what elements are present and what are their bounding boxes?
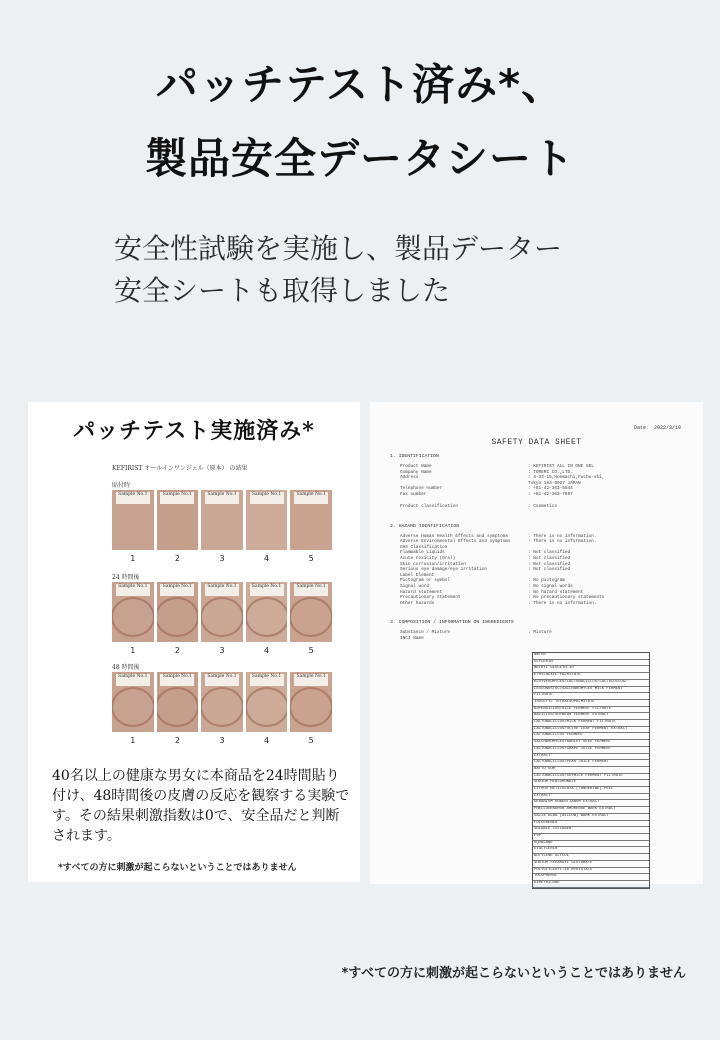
ingredient-row: CITRUS RETICULATA (TANGERINE) PEEL [533, 787, 649, 794]
sds-field-value: : +81-42-363-7687 [528, 492, 573, 497]
sample-tag: Sample No.1 [116, 674, 150, 686]
patch-numbers [112, 646, 332, 655]
sample-tag: Sample No.1 [205, 674, 239, 686]
sds-field-label: Serious eye damage/eye irritation [400, 567, 487, 573]
patch-swatch [157, 490, 199, 550]
sds-field-value: : +81-42-361-5544 [528, 486, 573, 492]
ingredient-row: LACTOBACILLUS/SOYMILK FERMENT FILTRATE [533, 774, 649, 781]
patch-swatch [246, 490, 288, 550]
patch-ring [157, 597, 199, 637]
sds-field-label: GHS Classification [400, 544, 448, 550]
patch-swatch [157, 582, 199, 642]
ingredient-row: LACTOBACILLUS FERMENT [533, 733, 649, 740]
ingredient-row: DIGLYCERIN [533, 847, 649, 854]
patch-number: 3 [219, 554, 225, 563]
sds-field-value: : KEFIRIST ALL IN ONE GEL [528, 464, 594, 469]
sds-section-heading: 3. COMPOSITION / INFORMATION ON INGREDIENTS [390, 620, 514, 626]
sds-field-label: Adverse Human Health Effects and symptoms [400, 533, 509, 539]
sds-field-value: : Not classified [528, 561, 571, 567]
patch-numbers [112, 736, 332, 745]
heading-line1: パッチテスト済み*、 [155, 60, 565, 109]
patch-number: 1 [130, 554, 136, 563]
sds-field-label: Telephone number [400, 486, 443, 492]
patch-number: 2 [174, 554, 180, 563]
ingredient-row: LACTOBACILLUS/GRAPE JUICE FERMENT [533, 747, 649, 754]
safety-data-sheet [370, 402, 703, 884]
patch-ring [112, 687, 154, 727]
subtitle-line2: 安全シートも取得しました [114, 274, 451, 307]
ingredient-row: BUTYLENE GLYCOL [533, 854, 649, 861]
patch-swatch [290, 490, 332, 550]
sample-tag: Sample No.1 [294, 584, 328, 596]
sds-field-label: Product classification [400, 504, 458, 509]
patch-test-image [28, 402, 360, 882]
patch-row-label: 48 時間後 [112, 664, 140, 671]
patch-numbers [112, 554, 332, 563]
patch-swatch-row [112, 582, 332, 642]
patch-number: 4 [264, 736, 270, 745]
sds-field-value: Tokyo 183-0027 JAPAN [528, 480, 581, 486]
patch-ring [112, 597, 154, 637]
sds-title: SAFETY DATA SHEET [491, 438, 582, 447]
ingredient-row: LACTOBACILLUS/PEAR JUICE FERMENT [533, 760, 649, 767]
sds-field-value: : Not classified [528, 556, 571, 561]
ingredient-row: GLYCERIN [533, 660, 649, 667]
patch-swatch [290, 672, 332, 732]
sds-field-label: Hazard statement [400, 589, 443, 595]
subtitle [114, 228, 562, 312]
patch-ring [201, 597, 243, 637]
sds-field-value: : Mixture [528, 630, 552, 636]
sample-tag: Sample No.1 [250, 584, 284, 596]
sample-tag: Sample No.1 [160, 584, 194, 596]
patch-swatch-row [112, 672, 332, 732]
ingredient-row: SODIUM HYALURONATE [533, 780, 649, 787]
sds-field-label: Precautionary statement [400, 595, 461, 601]
sds-field-label: Label Element [400, 572, 435, 578]
ingredient-row: FILTRATE [533, 693, 649, 700]
patch-number: 5 [308, 736, 314, 745]
sds-section-heading: 1. IDENTIFICATION [390, 454, 439, 459]
ingredient-row: PHELLODENDRON AMURENSE BARK EXTRACT [533, 807, 649, 814]
sds-field-label: Skin corrosion/irritation [400, 561, 466, 567]
patch-number: 1 [130, 736, 136, 745]
sds-field-value: : Not classified [528, 550, 571, 556]
sample-tag: Sample No.1 [205, 492, 239, 504]
sample-tag: Sample No.1 [160, 674, 194, 686]
footnote: *すべての方に刺激が起こらないということではありません [341, 966, 686, 981]
ingredient-row: GERANIUM ROBERTIANUM EXTRACT [533, 800, 649, 807]
sds-field-value: : No signal words [528, 584, 573, 589]
patch-swatch [290, 582, 332, 642]
ingredient-row: NATTO GUM [533, 767, 649, 774]
ingredient-row: DIMETHICONE [533, 881, 649, 888]
sds-field-value: : There is no information. [528, 533, 597, 539]
sample-tag: Sample No.1 [250, 674, 284, 686]
patch-swatch [112, 490, 154, 550]
patch-swatch [112, 582, 154, 642]
patch-ring [246, 597, 288, 637]
ingredient-row: METHYL GLUCETH-10 [533, 666, 649, 673]
ingredient-row: SACCHAROMYCES/BARLEY SEED FERMENT [533, 740, 649, 747]
sds-field-value: : Not classified [528, 567, 571, 573]
ingredient-row: SOLUBLE COLLAGEN [533, 827, 649, 834]
sds-field-value: : 4-33-15,Honmachi,Fuchu-shi, [528, 475, 605, 481]
patch-number: 5 [308, 554, 314, 563]
ingredients-table [532, 652, 650, 889]
sds-field-label: Pictogram or symbol [400, 578, 451, 584]
sds-field-value: : TOREMI CO.,LTD. [528, 469, 573, 475]
patch-row-label: 貼付時 [112, 482, 131, 489]
patch-swatch [246, 582, 288, 642]
sds-field-label: Fax number [400, 492, 427, 497]
ingredient-row: POLYGLYCERYL-10 MYRISTATE [533, 868, 649, 875]
heading-line2: 製品安全データシート [144, 134, 575, 183]
ingredient-row: SALIX ALBA (WILLOW) BARK EXTRACT [533, 814, 649, 821]
patch-swatch [246, 672, 288, 732]
sds-field-label: Address [400, 475, 419, 481]
sds-field-label: Adverse Environmental Effects and symptoms [400, 539, 511, 545]
ingredient-row: TOCOPHEROL [533, 874, 649, 881]
patch-number: 2 [174, 736, 180, 745]
patch-ring [290, 687, 332, 727]
patch-swatch [201, 672, 243, 732]
ingredient-row: WATER [533, 653, 649, 660]
sds-field-label: INCI Name [400, 636, 424, 641]
ingredient-row: LACTOBACILLUS/MILK FERMENT FILTRATE [533, 720, 649, 727]
sample-tag: Sample No.1 [160, 492, 194, 504]
ingredient-row: LACTOBACILLUS/OLIVE LEAF FERMENT EXTRACT [533, 727, 649, 734]
patch-number: 4 [264, 646, 270, 655]
patch-number: 3 [219, 646, 225, 655]
sds-date: Date： 2022/3/10 [633, 425, 681, 431]
patch-number: 2 [174, 646, 180, 655]
sds-field-label: Acute toxicity (Oral) [400, 556, 456, 561]
ingredient-row: ASPERGILLUS/RICE FERMENT FILTRATE [533, 707, 649, 714]
ingredient-row: ISOCETYL TETRAISOPALMITATE [533, 700, 649, 707]
patch-row-label: 24 時間後 [112, 574, 140, 581]
sample-tag: Sample No.1 [116, 584, 150, 596]
sample-tag: Sample No.1 [205, 584, 239, 596]
sample-tag: Sample No.1 [250, 492, 284, 504]
ingredient-row: FULLERENES [533, 821, 649, 828]
sds-field-label: Substance / Mixture [400, 630, 451, 636]
ingredient-row: LEUCONOSTOC/SACCHAROMYCES MILK FERMENT [533, 687, 649, 694]
sds-field-value: : There is no information. [528, 539, 597, 545]
patch-number: 5 [308, 646, 314, 655]
ingredient-row: ETHYLHEXYL PALMITATE [533, 673, 649, 680]
sds-field-label: Signal word [400, 584, 429, 589]
sample-tag: Sample No.1 [116, 492, 150, 504]
sds-section-heading: 2. HAZARD IDENTIFICATION [390, 523, 460, 529]
patch-swatch [201, 582, 243, 642]
subtitle-line1: 安全性試験を実施し、製品データー [114, 232, 563, 265]
sds-field-label: Product Name [400, 464, 432, 469]
ingredient-row: EXTRACT [533, 794, 649, 801]
patch-test-caption: KEFIRIST オールインワンジェル（原本） の結果 [112, 465, 248, 472]
ingredient-row: BACILLUS/SOYBEAN FERMENT EXTRACT [533, 713, 649, 720]
sds-field-value: : Cosmetics [528, 504, 557, 509]
sds-field-value: : There is no information. [528, 600, 597, 606]
patch-ring [246, 687, 288, 727]
ingredient-row: SODIUM STEAROYL GLUTAMATE [533, 861, 649, 868]
patch-swatch [112, 672, 154, 732]
sample-tag: Sample No.1 [294, 492, 328, 504]
patch-test-description: 40名以上の健康な男女に本商品を24時間貼り付け、48時間後の皮膚の反応を観察する実験です。その結果刺激指数は0で、安全品だと判断されます。 [52, 768, 350, 844]
patch-test-note: *すべての方に刺激が起こらないということではありません [58, 863, 297, 873]
patch-ring [290, 597, 332, 637]
sds-field-value: : No precautionary statements [528, 595, 605, 601]
sds-field-label: Other hazards [400, 600, 435, 606]
patch-number: 1 [130, 646, 136, 655]
patch-ring [157, 687, 199, 727]
ingredient-row: KLUYVEROMYCES/LACTOBACILLUS/LACTOCOCCUS/ [533, 680, 649, 687]
sds-field-label: Company Name [400, 469, 432, 475]
patch-swatch [157, 672, 199, 732]
ingredient-row: EXTRACT [533, 754, 649, 761]
patch-test-title: パッチテスト実施済み* [73, 418, 315, 444]
sample-tag: Sample No.1 [294, 674, 328, 686]
patch-swatch-row [112, 490, 332, 550]
ingredient-row: PVP [533, 834, 649, 841]
patch-swatch [201, 490, 243, 550]
sds-field-value: : No pictogram [528, 578, 565, 584]
patch-ring [201, 687, 243, 727]
sds-field-label: Flammable Liquids [400, 550, 445, 556]
patch-number: 3 [219, 736, 225, 745]
sds-field-value: : No hazard statement [528, 589, 584, 595]
ingredient-row: SQUALANE [533, 841, 649, 848]
patch-number: 4 [264, 554, 270, 563]
